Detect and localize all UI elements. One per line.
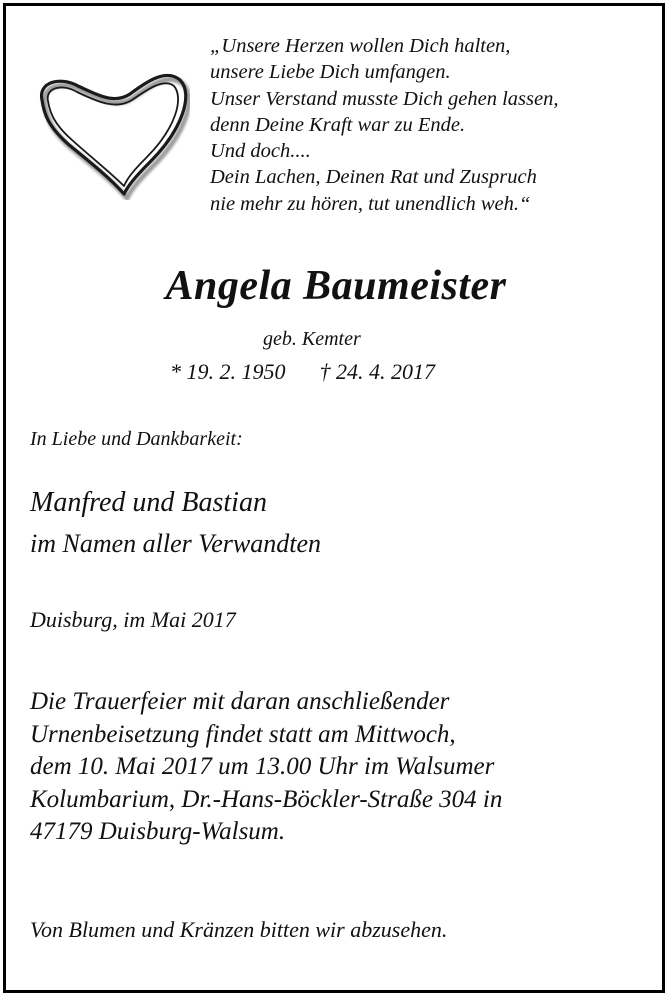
birth-date: * 19. 2. 1950 (170, 359, 286, 384)
place-date: Duisburg, im Mai 2017 (30, 607, 236, 632)
intro-text: In Liebe und Dankbarkeit: (30, 428, 243, 450)
closing-note: Von Blumen und Kränzen bitten wir abzusehen. (30, 917, 448, 942)
poem (210, 33, 650, 217)
ceremony-line: Kolumbarium, Dr.-Hans-Böckler-Straße 304 in (30, 785, 503, 813)
poem-line: Unser Verstand musste Dich gehen lassen, (210, 87, 559, 110)
ceremony-line: dem 10. Mai 2017 um 13.00 Uhr im Walsumer (30, 753, 495, 780)
signer-names: Manfred und Bastian (30, 487, 267, 518)
poem-line: Dein Lachen, Deinen Rat und Zuspruch (210, 166, 537, 189)
poem-line: nie mehr zu hören, tut unendlich weh.“ (210, 192, 531, 215)
ceremony-line: Urnenbeisetzung findet statt am Mittwoch, (30, 720, 456, 748)
death-date: † 24. 4. 2017 (319, 359, 435, 384)
maiden-name: geb. Kemter (263, 328, 361, 350)
poem-line: „Unsere Herzen wollen Dich halten, (210, 35, 511, 57)
ceremony-info (30, 686, 650, 849)
poem-line: denn Deine Kraft war zu Ende. (210, 113, 466, 136)
poem-line: Und doch.... (210, 140, 311, 163)
heart-icon (30, 60, 190, 200)
signer-subtitle: im Namen aller Verwandten (30, 529, 322, 558)
poem-line: unsere Liebe Dich umfangen. (210, 61, 451, 84)
life-dates (170, 358, 435, 386)
deceased-name: Angela Baumeister (165, 263, 507, 309)
ceremony-line: Die Trauerfeier mit daran anschließender (30, 688, 450, 715)
ceremony-line: 47179 Duisburg-Walsum. (30, 818, 286, 845)
